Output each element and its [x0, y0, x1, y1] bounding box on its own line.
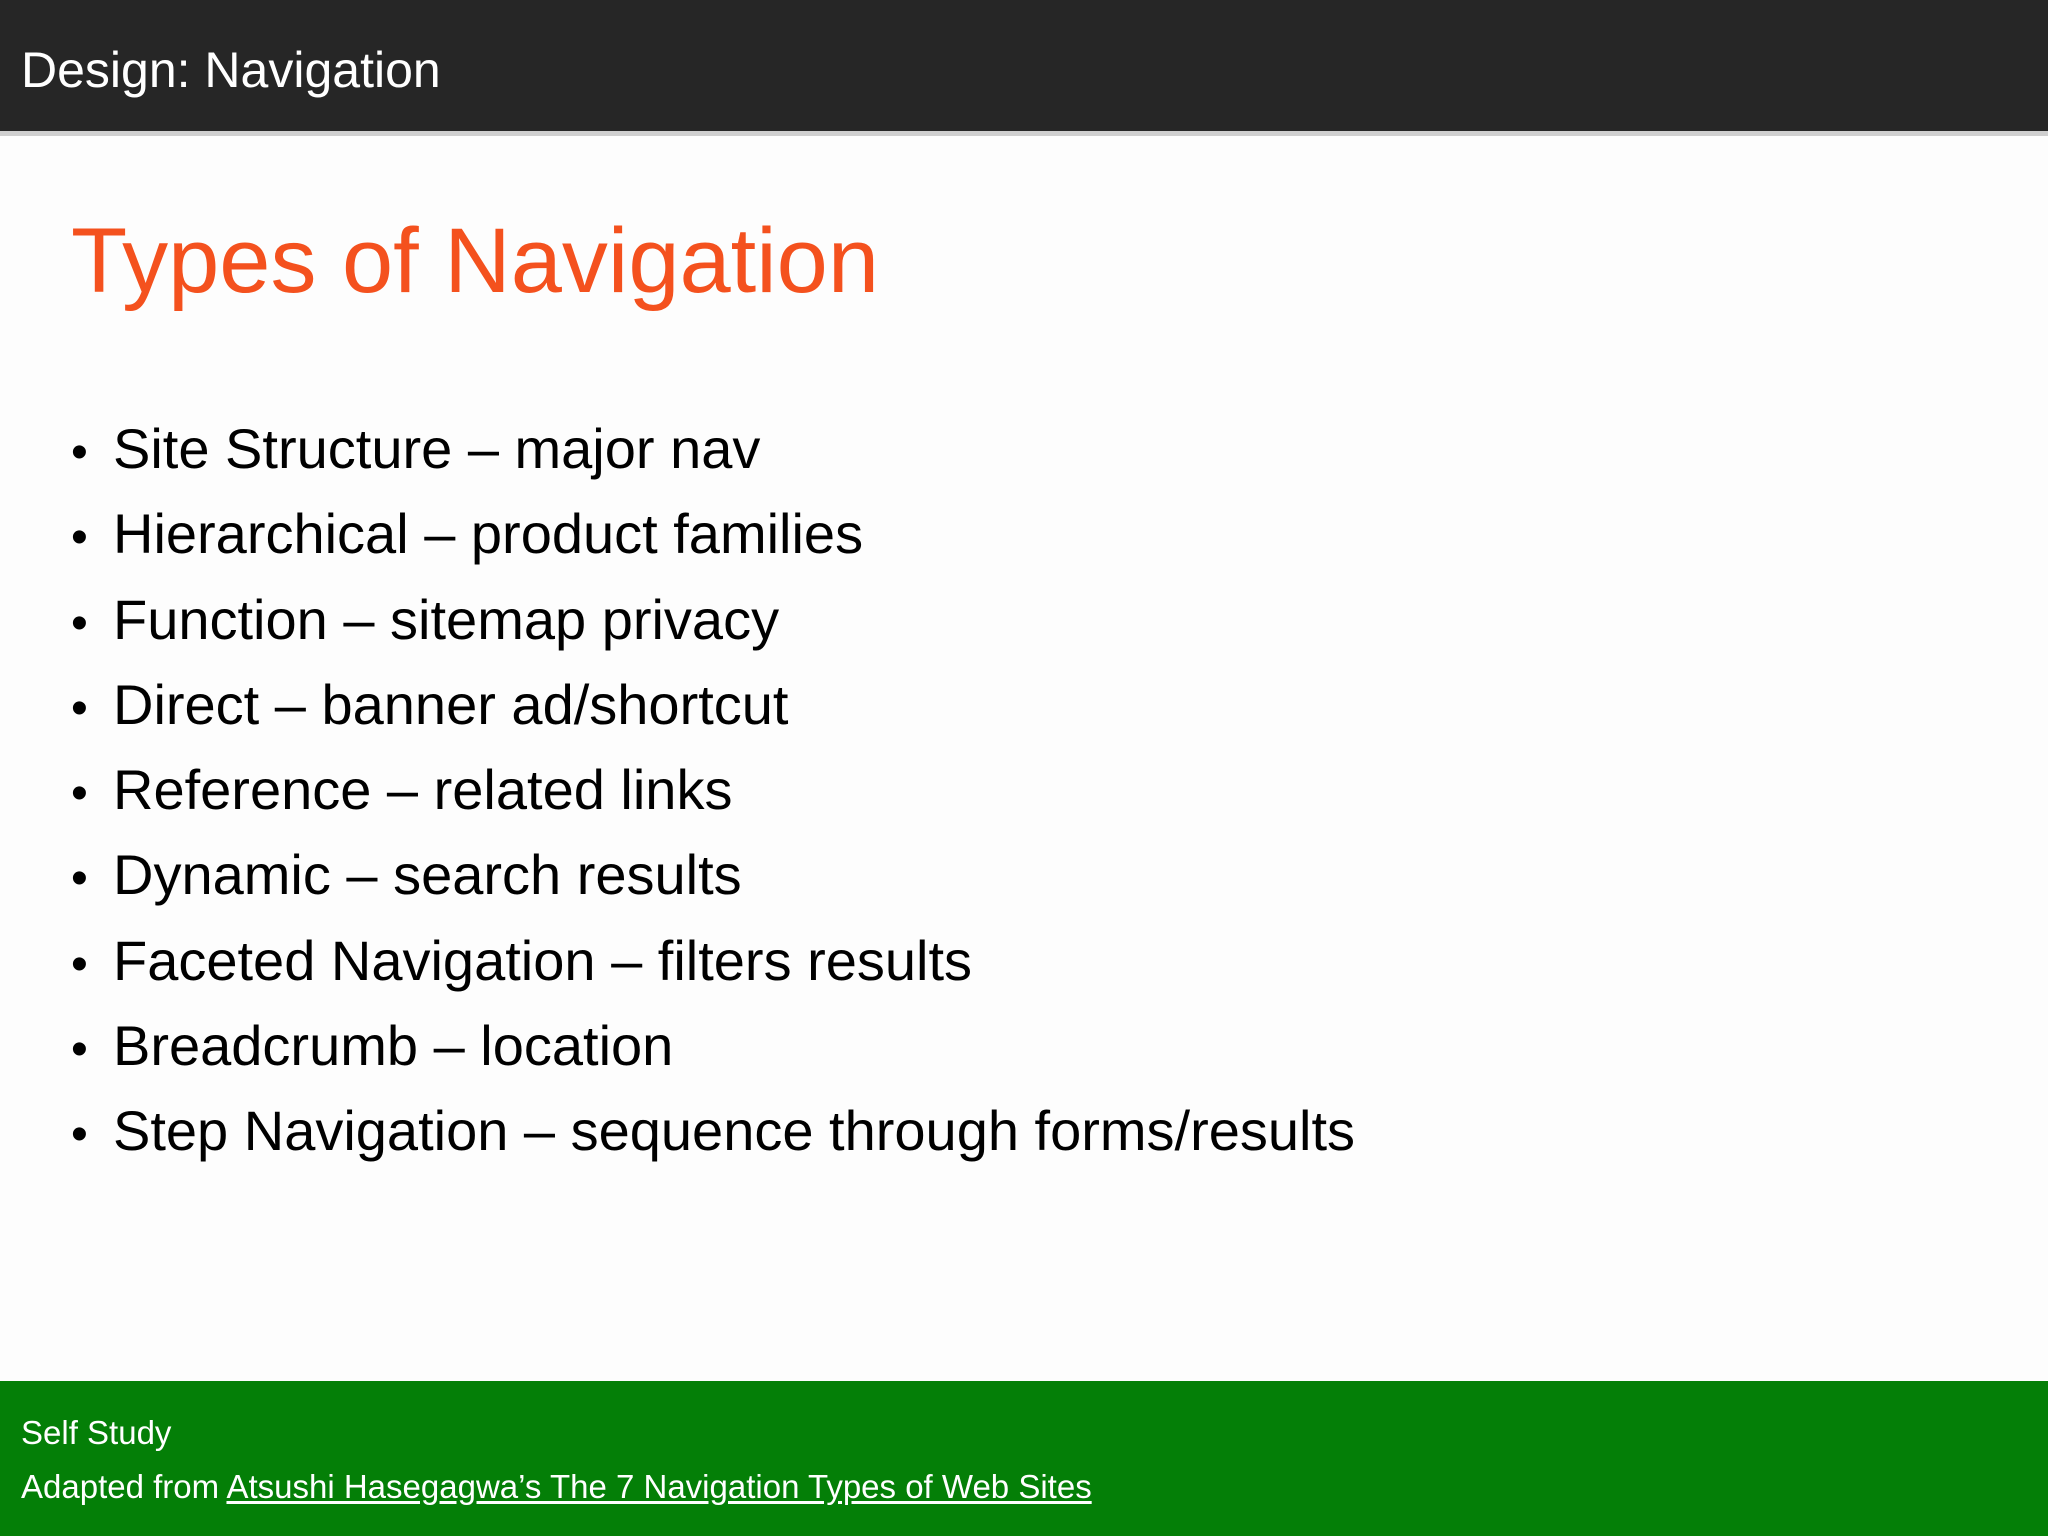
bullet-text: Breadcrumb – location — [113, 1014, 674, 1078]
bullet-text: Hierarchical – product families — [113, 502, 864, 566]
attribution-prefix: Adapted from — [21, 1468, 227, 1505]
bullet-item — [71, 1088, 1355, 1173]
bullet-text: Direct – banner ad/shortcut — [113, 672, 789, 736]
bullet-icon: • — [71, 681, 88, 735]
bullet-icon: • — [71, 767, 88, 821]
bullet-text: Faceted Navigation – filters results — [113, 928, 973, 992]
bullet-text: Dynamic – search results — [113, 843, 742, 907]
bullet-list — [71, 406, 1355, 1174]
slide-title: Types of Navigation — [71, 210, 880, 312]
bullet-item — [71, 491, 1355, 576]
bullet-item — [71, 832, 1355, 917]
bullet-item — [71, 406, 1355, 491]
bullet-item — [71, 577, 1355, 662]
source-link[interactable]: Atsushi Hasegagwa’s The 7 Navigation Types of Web Sites — [226, 1468, 1092, 1505]
section-title: Design: Navigation — [21, 42, 441, 98]
slide-content — [0, 136, 2048, 1381]
bullet-text: Step Navigation – sequence through forms/results — [113, 1099, 1356, 1163]
footer-note: Self Study — [21, 1414, 172, 1451]
footer-attribution — [21, 1467, 1092, 1507]
bullet-icon: • — [71, 1023, 88, 1077]
bullet-icon: • — [71, 852, 88, 906]
bullet-item — [71, 662, 1355, 747]
bullet-text: Function – sitemap privacy — [113, 587, 780, 651]
bullet-text: Site Structure – major nav — [113, 417, 761, 480]
bullet-icon: • — [71, 426, 88, 479]
bullet-text: Reference – related links — [113, 758, 733, 822]
footer-bar — [0, 1381, 2048, 1536]
bullet-icon: • — [71, 1108, 88, 1162]
bullet-item — [71, 747, 1355, 832]
bullet-item — [71, 1003, 1355, 1088]
header-bar — [0, 0, 2048, 136]
bullet-icon: • — [71, 937, 88, 991]
bullet-item — [71, 918, 1355, 1003]
bullet-icon: • — [71, 596, 88, 650]
bullet-icon: • — [71, 511, 88, 565]
